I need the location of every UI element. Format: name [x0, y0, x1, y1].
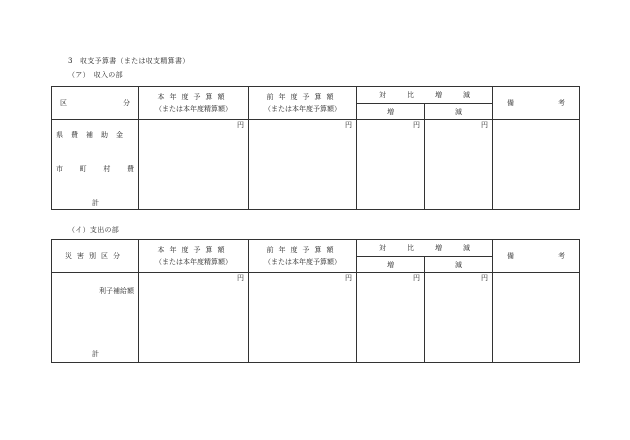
row-expense-total: 計: [92, 350, 99, 358]
income-row-labels: [52, 120, 139, 210]
income-previous-year-cell: 円: [249, 120, 357, 210]
expense-header-category: 災害別区分: [52, 240, 139, 273]
expense-table: [51, 239, 580, 363]
row-municipal-expense: [56, 164, 134, 174]
income-subtitle: （ア） 収入の部: [68, 71, 123, 79]
row-municipal-expense-char: 町: [79, 165, 87, 173]
row-interest-subsidy: 利子補給額: [99, 287, 134, 295]
row-income-total: 計: [92, 199, 99, 207]
expense-row-labels: [52, 273, 139, 363]
income-header-decrease: 減: [425, 104, 493, 120]
expense-decrease-cell: 円: [425, 273, 493, 363]
section-title: 3 収支予算書（または収支精算書）: [68, 57, 190, 65]
income-header-category: 区 分: [52, 87, 139, 120]
expense-header-current-year: 本年度予算額 （または本年度精算額）: [139, 240, 249, 273]
row-municipal-expense-char: 市: [56, 165, 63, 173]
row-prefectural-subsidy: 県費補助金: [56, 131, 131, 139]
income-header-increase: 増: [357, 104, 425, 120]
expense-previous-year-cell: 円: [249, 273, 357, 363]
expense-subtitle: （イ）支出の部: [68, 226, 120, 234]
expense-remarks-cell: [493, 273, 580, 363]
income-header-current-year: 本年度予算額 （または本年度精算額）: [139, 87, 249, 120]
expense-current-year-cell: 円: [139, 273, 249, 363]
expense-header-decrease: 減: [425, 257, 493, 273]
row-municipal-expense-char: 村: [103, 165, 111, 173]
income-increase-cell: 円: [357, 120, 425, 210]
expense-header-increase: 増: [357, 257, 425, 273]
income-current-year-cell: 円: [139, 120, 249, 210]
income-header-remarks: 備 考: [493, 87, 580, 120]
expense-header-previous-year: 前年度予算額 （または本年度予算額）: [249, 240, 357, 273]
row-municipal-expense-char: 費: [126, 165, 134, 173]
income-header-comparison: 対 比 増 減: [357, 87, 493, 104]
income-remarks-cell: [493, 120, 580, 210]
income-header-previous-year: 前年度予算額 （または本年度予算額）: [249, 87, 357, 120]
expense-header-comparison: 対 比 増 減: [357, 240, 493, 257]
expense-increase-cell: 円: [357, 273, 425, 363]
expense-header-remarks: 備 考: [493, 240, 580, 273]
income-table: [51, 86, 580, 210]
income-decrease-cell: 円: [425, 120, 493, 210]
